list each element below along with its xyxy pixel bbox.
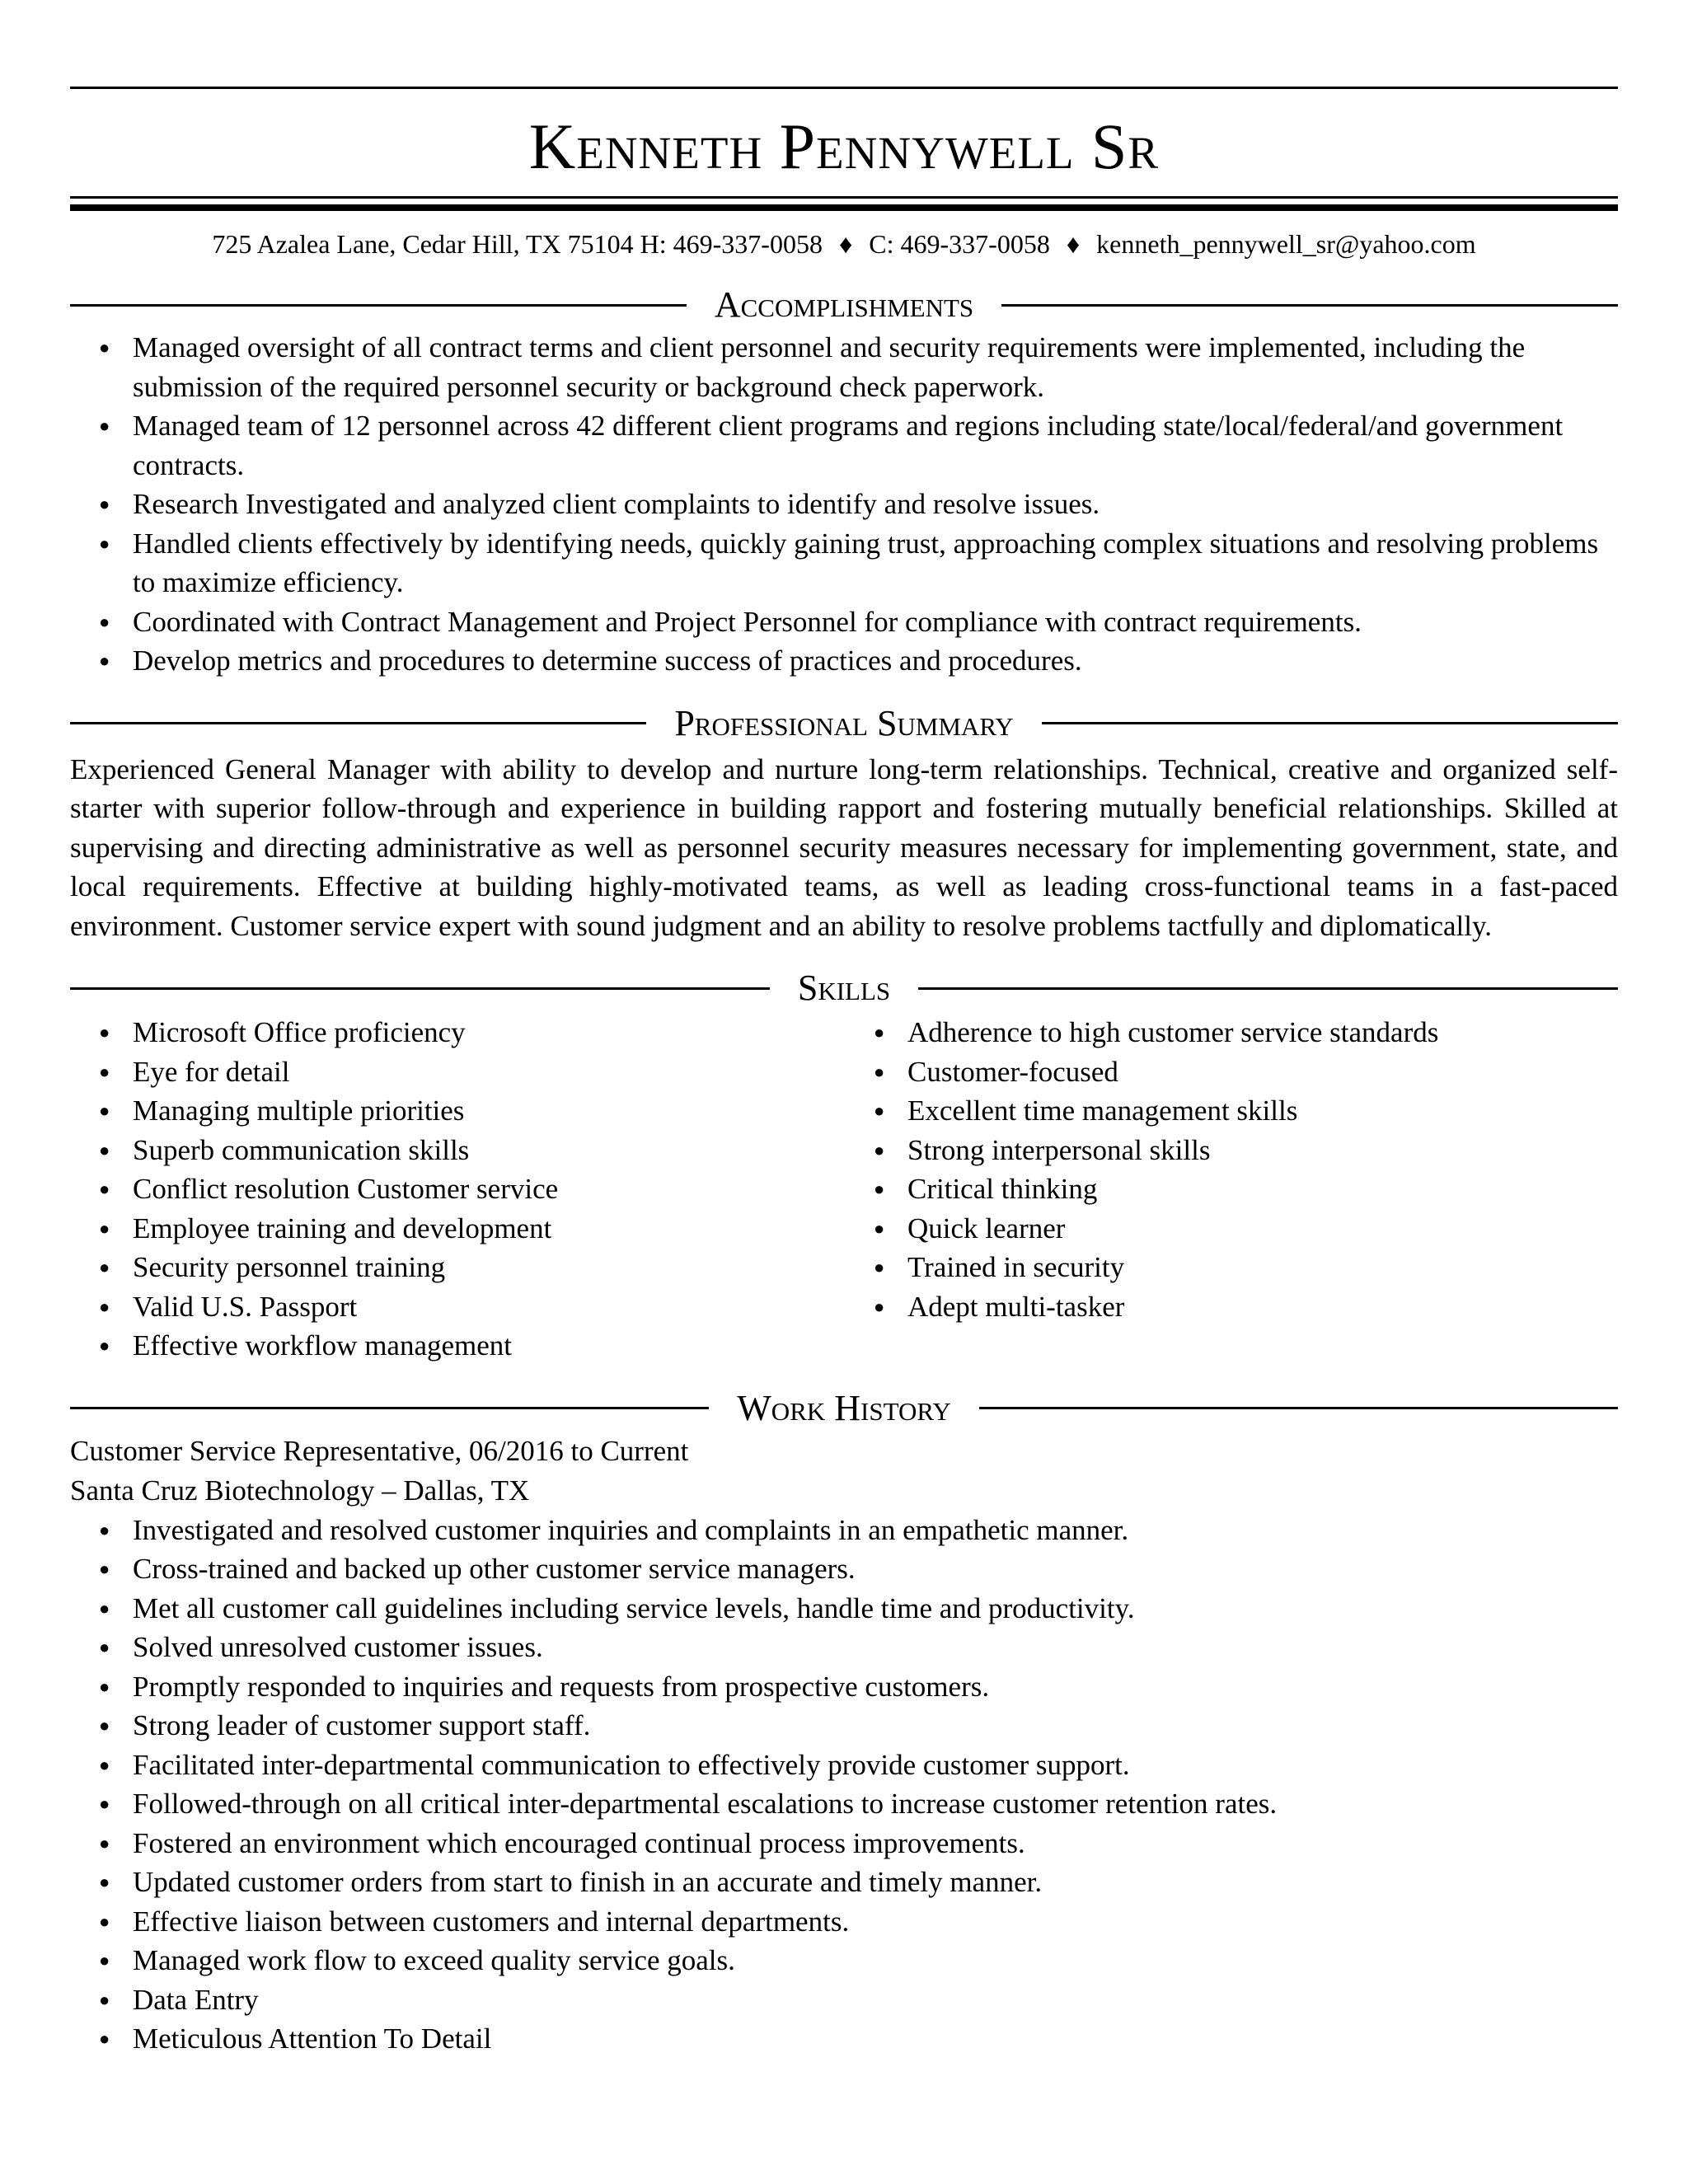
section-title: Skills (797, 968, 891, 1008)
list-item: ● Managing multiple priorities (70, 1091, 845, 1131)
list-item: ● Fostered an environment which encouraged continual process improvements. (70, 1824, 1618, 1863)
name-underline (70, 196, 1618, 211)
skills-right-list (845, 1013, 1618, 1366)
company-location: Santa Cruz Biotechnology – Dallas, TX (70, 1474, 530, 1507)
list-item: ● Solved unresolved customer issues. (70, 1628, 1618, 1667)
list-item: ● Managed oversight of all contract terms and client personnel and security requirements were implemented, including the submission of the required personnel security or background check paperwork. (70, 328, 1618, 406)
candidate-name: Kenneth Pennywell Sr (528, 110, 1160, 182)
accomplishments-list (70, 328, 1618, 681)
section-title: Accomplishments (714, 284, 974, 325)
work-history-heading (70, 1385, 1618, 1432)
accomplishments-heading (70, 282, 1618, 328)
list-item: ● Excellent time management skills (845, 1091, 1618, 1131)
list-item: ● Managed team of 12 personnel across 42 different client programs and regions including state/local/federal/and government contracts. (70, 406, 1618, 485)
list-item: ● Followed-through on all critical inter-departmental escalations to increase customer retention rates. (70, 1784, 1618, 1824)
list-item: ● Coordinated with Contract Management and Project Personnel for compliance with contract requirements. (70, 602, 1618, 642)
skills-left-list (70, 1013, 845, 1366)
list-item: ● Customer-focused (845, 1052, 1618, 1092)
list-item: ● Updated customer orders from start to finish in an accurate and timely manner. (70, 1863, 1618, 1902)
list-item: ● Cross-trained and backed up other customer service managers. (70, 1549, 1618, 1589)
list-item: ● Effective workflow management (70, 1326, 845, 1366)
diamond-separator-icon: ♦ (838, 229, 853, 259)
list-item: ● Meticulous Attention To Detail (70, 2019, 1618, 2059)
summary-heading (70, 701, 1618, 747)
list-item: ● Trained in security (845, 1248, 1618, 1287)
skills-columns (70, 1013, 1618, 1366)
list-item: ● Strong interpersonal skills (845, 1131, 1618, 1170)
list-item: ● Eye for detail (70, 1052, 845, 1092)
list-item: ● Quick learner (845, 1209, 1618, 1249)
list-item: ● Develop metrics and procedures to determine success of practices and procedures. (70, 641, 1618, 681)
summary-text: Experienced General Manager with ability to develop and nurture long-term relationships. Technical, creative and organized self-starter with superior follow-through and experience in building rapport and fostering mutually beneficial relationships. Skilled at supervising and directing administrative as well as personnel security measures necessary for implementing government, state, and local requirements. Effective at building highly-motivated teams, as well as leading cross-functional teams in a fast-paced environment. Customer service expert with sound judgment and an ability to resolve problems tactfully and diplomatically. (70, 752, 1618, 942)
list-item: ● Critical thinking (845, 1169, 1618, 1209)
top-rule (70, 87, 1618, 89)
list-item: ● Research Investigated and analyzed client complaints to identify and resolve issues. (70, 485, 1618, 524)
job-duties-list (70, 1511, 1618, 2059)
list-item: ● Microsoft Office proficiency (70, 1013, 845, 1052)
list-item: ● Met all customer call guidelines including service levels, handle time and productivity. (70, 1589, 1618, 1629)
section-title: Professional Summary (674, 702, 1014, 743)
list-item: ● Handled clients effectively by identifying needs, quickly gaining trust, approaching complex situations and resolving problems to maximize efficiency. (70, 524, 1618, 602)
list-item: ● Conflict resolution Customer service (70, 1169, 845, 1209)
list-item: ● Promptly responded to inquiries and requests from prospective customers. (70, 1667, 1618, 1707)
list-item: ● Facilitated inter-departmental communication to effectively provide customer support. (70, 1746, 1618, 1785)
section-title: Work History (737, 1387, 951, 1428)
address: 725 Azalea Lane, Cedar Hill, TX 75104 (212, 229, 634, 259)
contact-line (70, 226, 1618, 262)
home-phone: H: 469-337-0058 (640, 229, 823, 259)
list-item: ● Effective liaison between customers and internal departments. (70, 1902, 1618, 1942)
job-title: Customer Service Representative, 06/2016 to Current (70, 1434, 689, 1467)
diamond-separator-icon: ♦ (1066, 229, 1081, 259)
list-item: ● Valid U.S. Passport (70, 1287, 845, 1327)
skills-heading (70, 965, 1618, 1011)
resume-page (70, 87, 1618, 2059)
list-item: ● Superb communication skills (70, 1131, 845, 1170)
list-item: ● Investigated and resolved customer inquiries and complaints in an empathetic manner. (70, 1511, 1618, 1550)
list-item: ● Data Entry (70, 1980, 1618, 2020)
list-item: ● Adherence to high customer service standards (845, 1013, 1618, 1052)
list-item: ● Security personnel training (70, 1248, 845, 1287)
email[interactable]: kenneth_pennywell_sr@yahoo.com (1096, 229, 1476, 259)
list-item: ● Adept multi-tasker (845, 1287, 1618, 1327)
list-item: ● Managed work flow to exceed quality service goals. (70, 1941, 1618, 1980)
list-item: ● Strong leader of customer support staff. (70, 1706, 1618, 1746)
cell-phone: C: 469-337-0058 (869, 229, 1050, 259)
list-item: ● Employee training and development (70, 1209, 845, 1249)
